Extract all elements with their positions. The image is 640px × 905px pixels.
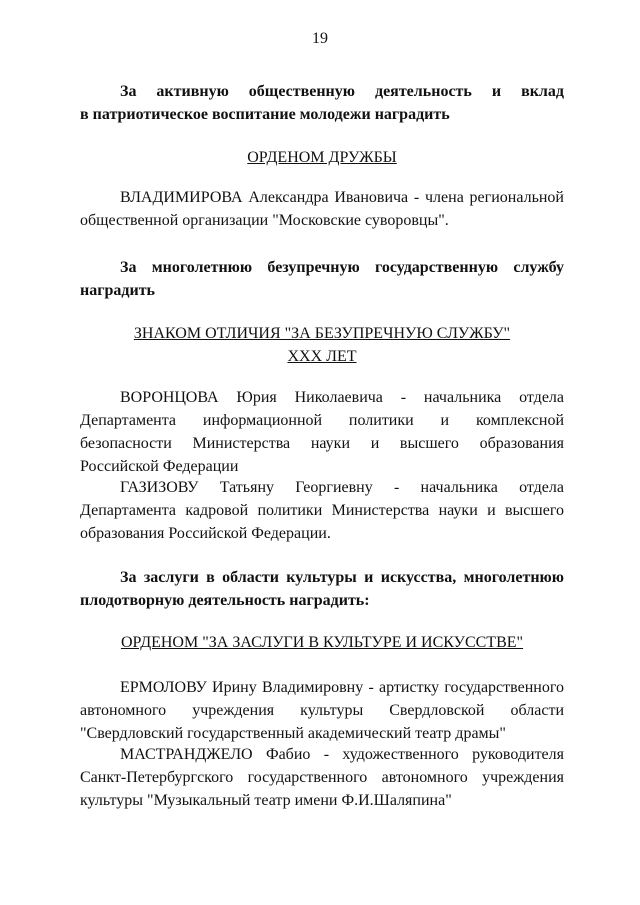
awardee-line: ЕРМОЛОВУ Ирину Владимировну - артистку государственного xyxy=(120,679,564,696)
awardee-line: "Свердловский государственный академический театр драмы" xyxy=(80,725,506,742)
award-title-service-badge xyxy=(80,322,564,368)
lead-line: За заслуги в области культуры и искусства, многолетнюю xyxy=(120,569,564,586)
lead-line: За активную общественную деятельность и вклад xyxy=(120,83,564,100)
awardee-vladimirov xyxy=(80,186,564,232)
section-2-lead xyxy=(80,256,564,302)
awardee-line: образования Российской Федерации. xyxy=(80,525,331,542)
awardee-line: Санкт-Петербургского государственного автономного учреждения xyxy=(80,769,564,786)
awardee-line: культуры "Музыкальный театр имени Ф.И.Шаляпина" xyxy=(80,792,452,809)
award-title-culture-order: ОРДЕНОМ "ЗА ЗАСЛУГИ В КУЛЬТУРЕ И ИСКУССТВЕ" xyxy=(120,634,524,651)
award-title-line: ЗНАКОМ ОТЛИЧИЯ "ЗА БЕЗУПРЕЧНУЮ СЛУЖБУ" xyxy=(133,325,511,342)
award-title-line: XXX ЛЕТ xyxy=(287,348,357,365)
awardee-line: автономного учреждения культуры Свердловской области xyxy=(80,702,564,719)
section-1-lead xyxy=(80,80,564,126)
awardee-gazizova xyxy=(80,476,564,545)
lead-line: в патриотическое воспитание молодежи наградить xyxy=(80,106,450,123)
page-number: 19 xyxy=(312,30,328,47)
awardee-mastrangelo xyxy=(80,743,564,812)
awardee-ermolova xyxy=(80,676,564,745)
section-3-lead xyxy=(80,566,564,612)
awardee-vorontsov xyxy=(80,386,564,478)
awardee-line: Департамента кадровой политики Министерства науки и высшего xyxy=(80,502,564,519)
awardee-line: ВЛАДИМИРОВА Александра Ивановича - члена региональной xyxy=(120,189,564,206)
lead-line: плодотворную деятельность наградить: xyxy=(80,592,370,609)
lead-line: За многолетнюю безупречную государственную службу xyxy=(120,259,564,276)
awardee-line: ГАЗИЗОВУ Татьяну Георгиевну - начальника отдела xyxy=(120,479,564,496)
awardee-line: общественной организации "Московские суворовцы". xyxy=(80,212,449,229)
awardee-line: ВОРОНЦОВА Юрия Николаевича - начальника отдела xyxy=(120,389,564,406)
awardee-line: безопасности Министерства науки и высшего образования xyxy=(80,435,564,452)
awardee-line: Российской Федерации xyxy=(80,458,239,475)
awardee-line: Департамента информационной политики и комплексной xyxy=(80,412,564,429)
awardee-line: МАСТРАНДЖЕЛО Фабио - художественного руководителя xyxy=(120,746,564,763)
lead-line: наградить xyxy=(80,282,156,299)
award-title-friendship-order: ОРДЕНОМ ДРУЖБЫ xyxy=(247,149,397,166)
